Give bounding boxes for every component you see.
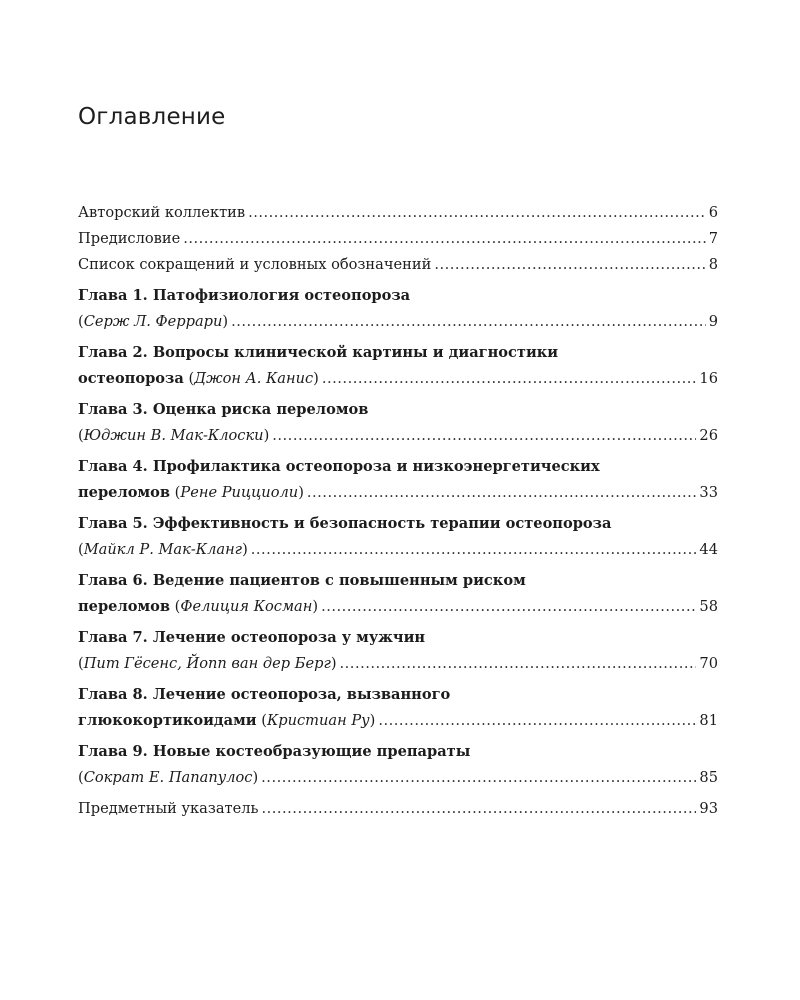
toc-page-number: 6	[708, 204, 718, 221]
chapter-author: Серж Л. Феррари	[83, 313, 223, 330]
toc-entry-chapter-6[interactable]: Глава 6. Ведение пациентов с повышенным риском переломов (Фелиция Косман) ..... 58	[78, 568, 718, 620]
dot-leader	[307, 480, 697, 506]
chapter-author: Джон А. Канис	[194, 370, 314, 387]
chapter-title: Глава 6. Ведение пациентов с повышенным риском	[78, 572, 526, 589]
toc-page-number: 33	[699, 484, 718, 501]
page-title: Оглавление	[78, 104, 226, 130]
toc-entry-chapter-7[interactable]: Глава 7. Лечение остеопороза у мужчин (Пит Гёсенс, Йопп ван дер Берг) ..... 70	[78, 625, 718, 677]
dot-leader	[321, 594, 696, 620]
chapter-title-continued: переломов	[78, 598, 171, 615]
toc-entry-chapter-3[interactable]: Глава 3. Оценка риска переломов (Юджин В. Мак-Клоски) ..... 26	[78, 397, 718, 449]
dot-leader	[272, 423, 696, 449]
toc-entry-chapter-2[interactable]: Глава 2. Вопросы клинической картины и диагностики остеопороза (Джон А. Канис) ..... 16	[78, 340, 718, 392]
chapter-author: Майкл Р. Мак-Кланг	[83, 541, 243, 558]
dot-leader	[378, 708, 696, 734]
chapter-author: Фелиция Косман	[180, 598, 313, 615]
dot-leader	[434, 252, 705, 278]
dot-leader	[261, 796, 696, 822]
toc-page-number: 93	[699, 800, 718, 817]
dot-leader	[340, 651, 697, 677]
chapter-author: Кристиан Ру	[266, 712, 370, 729]
toc-entry-preface[interactable]	[78, 226, 718, 252]
toc-entry-chapter-1[interactable]: Глава 1. Патофизиология остеопороза (Серж Л. Феррари) ..... 9	[78, 283, 718, 335]
chapter-author: Юджин В. Мак-Клоски	[83, 427, 264, 444]
toc-entry-title: Список сокращений и условных обозначений	[78, 256, 432, 273]
toc-page-number: 81	[699, 712, 718, 729]
dot-leader	[231, 309, 706, 335]
toc-entry-chapter-4[interactable]: Глава 4. Профилактика остеопороза и низкоэнергетических переломов (Рене Рицциоли) ..... 33	[78, 454, 718, 506]
toc-page-number: 70	[699, 655, 718, 672]
chapter-title-continued: остеопороза	[78, 370, 184, 387]
chapter-title: Глава 5. Эффективность и безопасность терапии остеопороза	[78, 515, 612, 532]
chapter-title: Глава 3. Оценка риска переломов	[78, 401, 369, 418]
chapter-title: Глава 2. Вопросы клинической картины и диагностики	[78, 344, 559, 361]
chapter-title: Глава 4. Профилактика остеопороза и низкоэнергетических	[78, 458, 600, 475]
toc-page-number: 16	[699, 370, 718, 387]
chapter-title: Глава 1. Патофизиология остеопороза	[78, 287, 411, 304]
table-of-contents	[78, 200, 718, 822]
toc-page-number: 26	[699, 427, 718, 444]
toc-page-number: 44	[699, 541, 718, 558]
chapter-title: Глава 7. Лечение остеопороза у мужчин	[78, 629, 426, 646]
toc-entry-chapter-9[interactable]: Глава 9. Новые костеобразующие препараты (Сократ Е. Папапулос) ..... 85	[78, 739, 718, 791]
toc-page-number: 58	[699, 598, 718, 615]
toc-page-number: 9	[708, 313, 718, 330]
toc-entry-authors[interactable]	[78, 200, 718, 226]
dot-leader	[183, 226, 705, 252]
chapter-title-continued: переломов	[78, 484, 171, 501]
dot-leader	[251, 537, 697, 563]
chapter-title-continued: глюкокортикоидами	[78, 712, 257, 729]
dot-leader	[322, 366, 697, 392]
toc-entry-chapter-5[interactable]: Глава 5. Эффективность и безопасность терапии остеопороза (Майкл Р. Мак-Кланг) ..... 44	[78, 511, 718, 563]
toc-entry-chapter-8[interactable]: Глава 8. Лечение остеопороза, вызванного глюкокортикоидами (Кристиан Ру) ..... 81	[78, 682, 718, 734]
dot-leader	[261, 765, 696, 791]
toc-entry-title: Предисловие	[78, 230, 181, 247]
toc-entry-subject-index[interactable]	[78, 796, 718, 822]
chapter-title: Глава 9. Новые костеобразующие препараты	[78, 743, 471, 760]
chapter-author: Пит Гёсенс, Йопп ван дер Берг	[83, 655, 331, 672]
chapter-title: Глава 8. Лечение остеопороза, вызванного	[78, 686, 451, 703]
chapter-author: Рене Рицциоли	[180, 484, 299, 501]
toc-entry-title: Авторский коллектив	[78, 204, 246, 221]
toc-page-number: 85	[699, 769, 718, 786]
dot-leader	[248, 200, 706, 226]
toc-page-number: 8	[708, 256, 718, 273]
toc-entry-abbreviations[interactable]	[78, 252, 718, 278]
toc-entry-title: Предметный указатель	[78, 800, 259, 817]
toc-page-number: 7	[708, 230, 718, 247]
chapter-author: Сократ Е. Папапулос	[83, 769, 253, 786]
